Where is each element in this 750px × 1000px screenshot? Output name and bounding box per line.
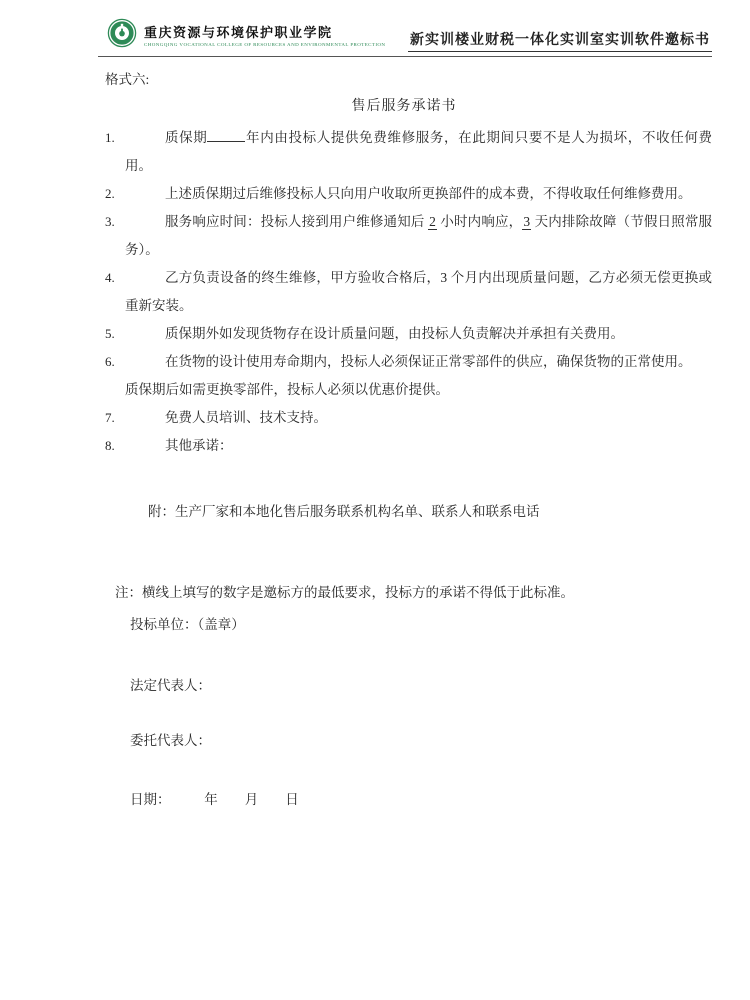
- list-item: [96, 180, 712, 208]
- list-item: [96, 320, 712, 348]
- entrusted-representative-line: 委托代表人：: [130, 733, 211, 748]
- list-item-number: 2.: [105, 186, 115, 201]
- text-segment: 免费人员培训、技术支持。: [165, 410, 327, 425]
- page-header: [98, 18, 712, 57]
- list-item: [96, 264, 712, 320]
- list-item-number: 1.: [105, 130, 115, 145]
- college-name: 重庆资源与环境保护职业学院: [144, 25, 333, 40]
- text-segment: 年内由投标人提供免费维修服务，在此期间只要不是人为损坏，不收任何费用。: [125, 130, 713, 173]
- list-item-text: [165, 410, 327, 425]
- list-item: [96, 404, 712, 432]
- list-item-number: 7.: [105, 410, 115, 425]
- list-item: [96, 432, 712, 460]
- page-title: 售后服务承诺书: [351, 99, 457, 114]
- list-item-text: [125, 270, 712, 313]
- text-segment: 质保期后如需更换零部件，投标人必须以优惠价提供。: [125, 382, 449, 397]
- list-item: [96, 124, 712, 180]
- college-name-block: [144, 18, 385, 48]
- text-segment: 天内排除故障（节假日照常服务）。: [125, 214, 713, 257]
- commitment-list: [96, 124, 712, 460]
- list-item-text: [125, 130, 712, 173]
- list-item-number: 6.: [105, 354, 115, 369]
- list-item-number: 5.: [105, 326, 115, 341]
- format-label: 格式六:: [105, 72, 150, 87]
- underlined-value: 3: [523, 214, 531, 229]
- list-item: [96, 348, 712, 404]
- underlined-value: 2: [429, 214, 436, 229]
- date-line: 日期： 年 月 日: [130, 792, 299, 807]
- list-item-text: [165, 438, 233, 453]
- list-item-text: [125, 214, 712, 257]
- text-segment: 上述质保期过后维修投标人只向用户收取所更换部件的成本费，不得收取任何维修费用。: [165, 186, 692, 201]
- list-item-text: [165, 186, 692, 201]
- college-logo-icon: [107, 18, 137, 53]
- text-segment: 质保期: [165, 130, 208, 145]
- list-item-number: 3.: [105, 214, 115, 229]
- footnote: 注：横线上填写的数字是邀标方的最低要求，投标方的承诺不得低于此标准。: [115, 585, 574, 600]
- college-subtext: CHONGQING VOCATIONAL COLLEGE OF RESOURCES AND ENVIRONMENTAL PROTECTION: [144, 43, 386, 48]
- bidder-line: 投标单位：（盖章）: [130, 617, 245, 632]
- attachment-note: 附：生产厂家和本地化售后服务联系机构名单、联系人和联系电话: [148, 504, 540, 519]
- legal-representative-line: 法定代表人：: [130, 678, 211, 693]
- header-doc-title: 新实训楼业财税一体化实训室实训软件邀标书: [408, 29, 712, 52]
- list-item-text: [125, 354, 692, 397]
- fill-in-blank: [207, 130, 245, 142]
- text-segment: 质保期外如发现货物存在设计质量问题，由投标人负责解决并承担有关费用。: [165, 326, 624, 341]
- text-segment: 乙方负责设备的终生维修，甲方验收合格后，3 个月内出现质量问题，乙方必须无偿更换或重新安装。: [125, 270, 712, 313]
- text-segment: 在货物的设计使用寿命期内，投标人必须保证正常零部件的供应，确保货物的正常使用。: [165, 354, 692, 369]
- list-item-number: 4.: [105, 270, 115, 285]
- text-segment: 服务响应时间：投标人接到用户维修通知后: [165, 214, 429, 229]
- list-item-number: 8.: [105, 438, 115, 453]
- college-brand: [98, 18, 385, 53]
- list-item: [96, 208, 712, 264]
- text-segment: 小时内响应，: [436, 214, 523, 229]
- list-item-text: [165, 326, 624, 341]
- text-segment: 其他承诺：: [165, 438, 233, 453]
